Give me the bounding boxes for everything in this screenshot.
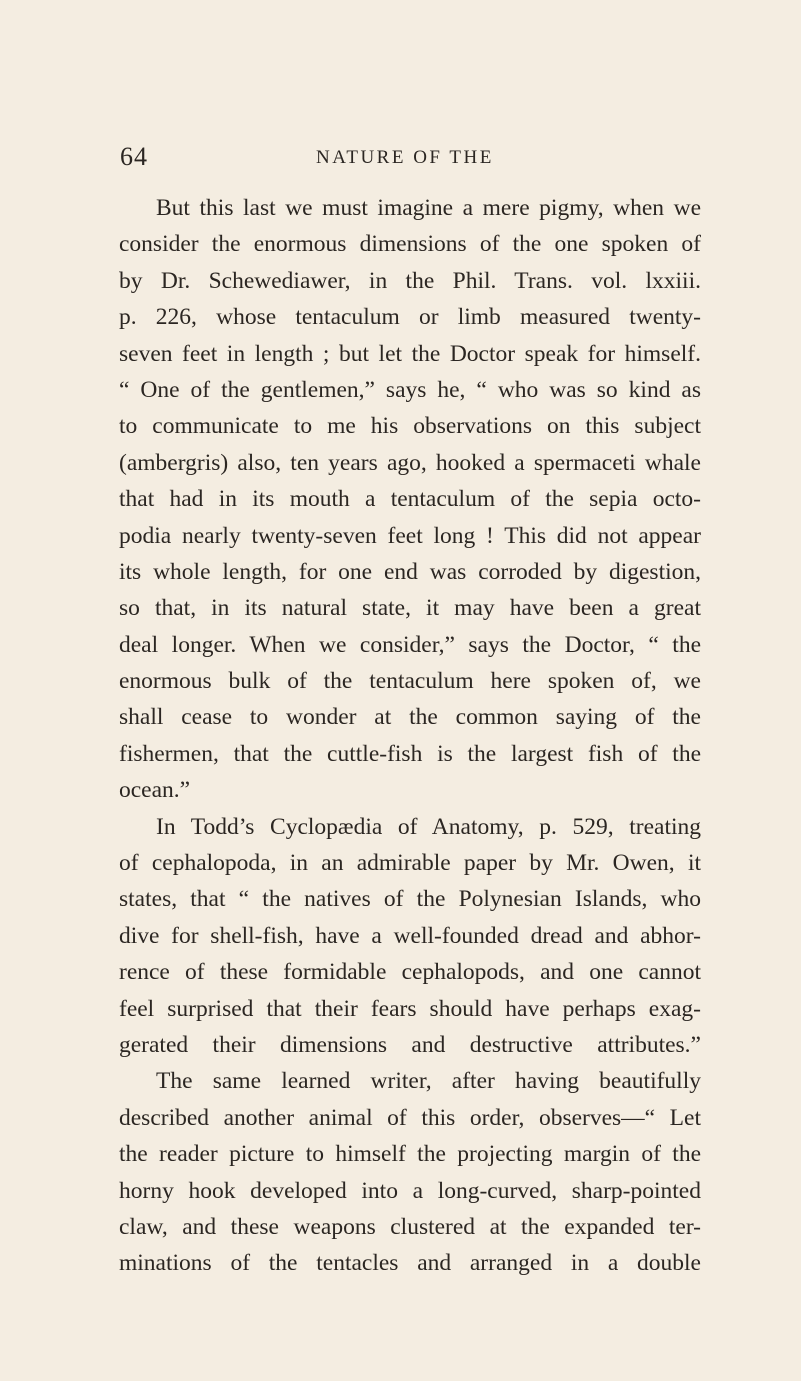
text-line: fishermen, that the cuttle-fish is the largest fish of the: [119, 740, 701, 767]
text-line: In Todd’s Cyclopædia of Anatomy, p. 529, treating: [156, 813, 701, 840]
text-line: states, that “ the natives of the Polynesian Islands, who: [119, 886, 701, 913]
text-line: its whole length, for one end was corroded by digestion,: [119, 558, 701, 585]
text-line: consider the enormous dimensions of the one spoken of: [119, 231, 701, 258]
text-line: gerated their dimensions and destructive attributes.”: [119, 1031, 701, 1058]
page-number: 64: [120, 142, 148, 171]
text-line: by Dr. Schewediawer, in the Phil. Trans. vol. lxxiii.: [119, 267, 701, 294]
text-line: rence of these formidable cephalopods, and one cannot: [119, 959, 701, 986]
text-line: minations of the tentacles and arranged in a double: [119, 1250, 701, 1277]
text-line: feel surprised that their fears should have perhaps exag-: [119, 995, 701, 1022]
text-line: to communicate to me his observations on this subject: [119, 413, 701, 440]
text-line: But this last we must imagine a mere pigmy, when we: [156, 195, 701, 221]
text-line: (ambergris) also, ten years ago, hooked a spermaceti whale: [119, 449, 701, 476]
running-head: [120, 142, 690, 172]
text-line: dive for shell-fish, have a well-founded dread and abhor-: [119, 922, 701, 949]
text-line: p. 226, whose tentaculum or limb measured twenty-: [119, 304, 701, 331]
text-line: claw, and these weapons clustered at the expanded ter-: [119, 1213, 701, 1240]
text-line: the reader picture to himself the projecting margin of the: [119, 1141, 701, 1168]
text-line: described another animal of this order, observes—“ Let: [119, 1104, 701, 1131]
text-line: deal longer. When we consider,” says the Doctor, “ the: [119, 631, 701, 658]
text-line: The same learned writer, after having beautifully: [156, 1068, 701, 1095]
text-line: seven feet in length ; but let the Doctor speak for himself.: [119, 340, 701, 367]
running-title: NATURE OF THE: [316, 147, 494, 168]
text-line: that had in its mouth a tentaculum of the sepia octo-: [119, 486, 701, 513]
text-line: so that, in its natural state, it may have been a great: [119, 595, 701, 622]
text-line: horny hook developed into a long-curved, sharp-pointed: [119, 1177, 701, 1204]
text-line: ocean.”: [119, 777, 191, 804]
text-line: podia nearly twenty-seven feet long ! This did not appear: [119, 522, 701, 549]
text-line: enormous bulk of the tentaculum here spoken of, we: [119, 668, 701, 695]
text-line: “ One of the gentlemen,” says he, “ who was so kind as: [119, 376, 701, 403]
text-line: of cephalopoda, in an admirable paper by Mr. Owen, it: [119, 850, 701, 877]
body-text: [119, 190, 701, 1282]
text-line: shall cease to wonder at the common saying of the: [119, 704, 701, 731]
